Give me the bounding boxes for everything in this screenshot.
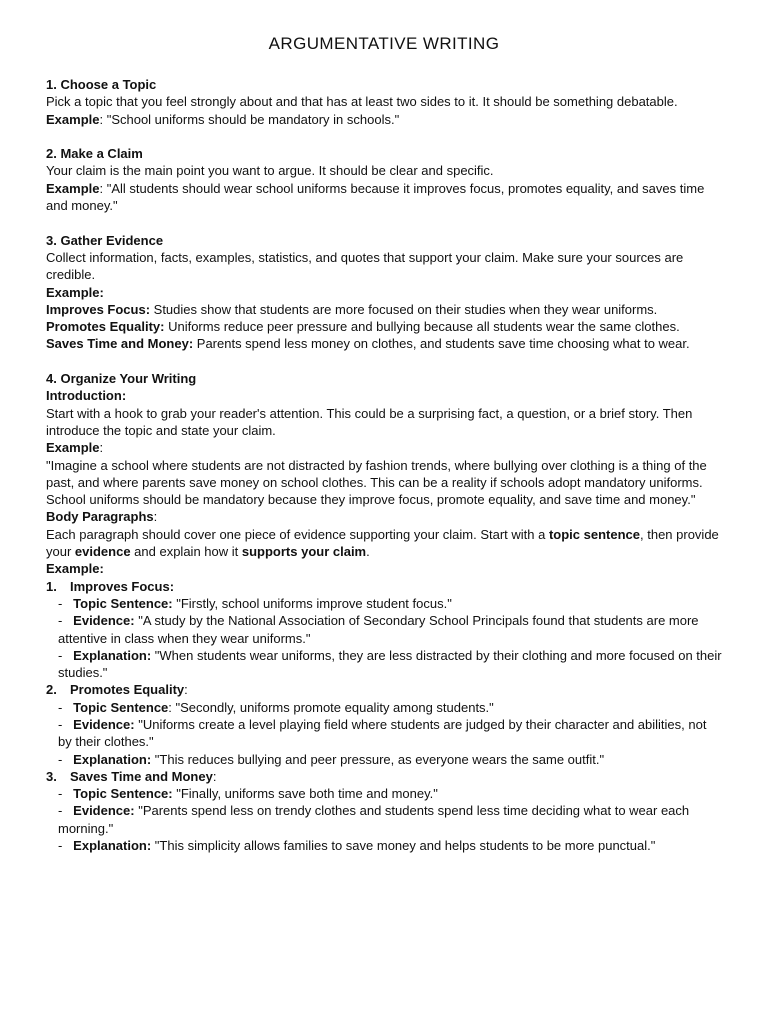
point-evidence: - Evidence: "Parents spend less on trendy clothes and students spend less time deciding what to wear each morning." xyxy=(58,803,690,836)
body-label: Body Paragraphs xyxy=(46,509,154,525)
point-text: "When students wear uniforms, they are less distracted by their clothing and more focused on their studies." xyxy=(58,647,722,681)
point-text: "Finally, uniforms save both time and money." xyxy=(172,786,438,802)
point-explanation: - Explanation: "This simplicity allows families to save money and helps students to be more punctual." xyxy=(58,838,656,854)
point-heading xyxy=(46,768,722,785)
example-colon: : xyxy=(99,440,104,456)
point-label: Topic Sentence: xyxy=(73,786,173,802)
evidence-item-label: Promotes Equality: xyxy=(46,319,165,335)
body-text: , then provide your xyxy=(46,526,719,560)
introduction-text: Start with a hook to grab your reader's attention. This could be a surprising fact, a question, or a brief story. Then introduce the topic and state your claim. xyxy=(46,405,693,438)
body-text: and explain how it xyxy=(130,544,242,560)
evidence-item-label: Saves Time and Money: xyxy=(46,336,194,352)
evidence-item xyxy=(46,301,722,318)
body-text: . xyxy=(366,544,370,560)
body-paragraphs-label xyxy=(46,508,722,525)
point-text: "This simplicity allows families to save money and helps students to be more punctual." xyxy=(151,838,656,854)
point-title-colon: : xyxy=(184,682,188,698)
point-text: "Firstly, school uniforms improve student focus." xyxy=(172,595,452,611)
point-heading xyxy=(46,578,722,595)
point-heading xyxy=(46,681,722,698)
point-explanation: - Explanation: "This reduces bullying and peer pressure, as everyone wears the same outfit." xyxy=(58,751,605,767)
point-topic-sentence: - Topic Sentence: "Secondly, uniforms promote equality among students." xyxy=(58,699,494,715)
point-title: Promotes Equality xyxy=(70,682,185,698)
example-label: Example xyxy=(46,180,100,196)
section-2-heading: 2. Make a Claim xyxy=(46,146,143,162)
point-text: "Parents spend less on trendy clothes and students spend less time deciding what to wear each morning." xyxy=(58,803,690,836)
point-title: Improves Focus: xyxy=(70,578,175,594)
point-topic-sentence: - Topic Sentence: "Finally, uniforms save both time and money." xyxy=(58,786,438,802)
point-label: Topic Sentence: xyxy=(73,595,173,611)
section-2-text: Your claim is the main point you want to argue. It should be clear and specific. xyxy=(46,163,494,179)
section-3-heading: 3. Gather Evidence xyxy=(46,232,164,248)
evidence-item xyxy=(46,335,722,352)
body-bold: topic sentence xyxy=(548,526,640,542)
point-text: : "Secondly, uniforms promote equality among students." xyxy=(168,699,494,715)
section-3-example-label: Example: xyxy=(46,284,104,300)
introduction-example-text: "Imagine a school where students are not distracted by fashion trends, where bullying over clothing is a thing of the past, and where parents save money on school clothes. This can be a reality if schools adopt mandatory uniforms. School uniforms should be mandatory because they improve focus, promote equality, and save time and money." xyxy=(46,457,707,508)
evidence-item-text: Studies show that students are more focused on their studies when they wear uniforms. xyxy=(150,301,658,317)
section-1-heading: 1. Choose a Topic xyxy=(46,77,157,92)
evidence-item-text: Uniforms reduce peer pressure and bullying because all students wear the same clothes. xyxy=(164,319,680,335)
document-title: ARGUMENTATIVE WRITING xyxy=(268,34,500,53)
example-text: : "All students should wear school uniforms because it improves focus, promotes equality, and saves time and money." xyxy=(46,180,705,214)
point-label: Topic Sentence xyxy=(73,699,169,715)
body-example-label: Example: xyxy=(46,561,104,577)
point-label: Explanation: xyxy=(73,838,152,854)
point-title: Saves Time and Money xyxy=(70,768,213,784)
point-text: "This reduces bullying and peer pressure, as everyone wears the same outfit." xyxy=(151,751,605,767)
point-number: 1. xyxy=(46,578,57,594)
section-1-example xyxy=(46,111,722,128)
point-label: Explanation: xyxy=(73,647,152,663)
evidence-item-label: Improves Focus: xyxy=(46,301,151,317)
point-text: "Uniforms create a level playing field where students are judged by their character and abilities, not by their clothes." xyxy=(58,716,707,750)
body-paragraphs-text xyxy=(46,526,722,561)
section-4-heading: 4. Organize Your Writing xyxy=(46,371,197,387)
point-number: 3. xyxy=(46,768,57,784)
introduction-example-label xyxy=(46,439,722,456)
point-number: 2. xyxy=(46,682,57,698)
example-label: Example xyxy=(46,440,100,456)
point-evidence: - Evidence: "A study by the National Association of Secondary School Principals found that students are more attentive in class when they wear uniforms." xyxy=(58,613,699,646)
point-label: Evidence: xyxy=(73,613,135,629)
body-bold: evidence xyxy=(74,544,131,560)
example-label: Example xyxy=(46,111,100,127)
point-title-colon: : xyxy=(212,768,217,784)
section-2-example xyxy=(46,180,722,215)
body-colon: : xyxy=(153,509,158,525)
point-label: Evidence: xyxy=(73,716,135,732)
point-topic-sentence: - Topic Sentence: "Firstly, school uniforms improve student focus." xyxy=(58,595,452,611)
introduction-label: Introduction: xyxy=(46,388,127,404)
evidence-item xyxy=(46,318,722,335)
body-bold: supports your claim xyxy=(241,544,367,560)
point-explanation: - Explanation: "When students wear uniforms, they are less distracted by their clothing and more focused on their studies." xyxy=(58,647,722,681)
evidence-item-text: Parents spend less money on clothes, and students save time choosing what to wear. xyxy=(193,336,690,352)
section-1-text: Pick a topic that you feel strongly about and that has at least two sides to it. It should be something debatable. xyxy=(46,94,678,110)
point-label: Evidence: xyxy=(73,803,135,819)
point-text: "A study by the National Association of Secondary School Principals found that students are more attentive in class when they wear uniforms." xyxy=(58,613,699,646)
example-text: : "School uniforms should be mandatory in schools." xyxy=(99,111,400,127)
point-evidence: - Evidence: "Uniforms create a level playing field where students are judged by their character and abilities, not by their clothes." xyxy=(58,716,707,750)
section-3-text: Collect information, facts, examples, statistics, and quotes that support your claim. Make sure your sources are credible. xyxy=(46,249,684,283)
body-text: Each paragraph should cover one piece of evidence supporting your claim. Start with a xyxy=(46,526,549,542)
point-label: Explanation: xyxy=(73,751,152,767)
